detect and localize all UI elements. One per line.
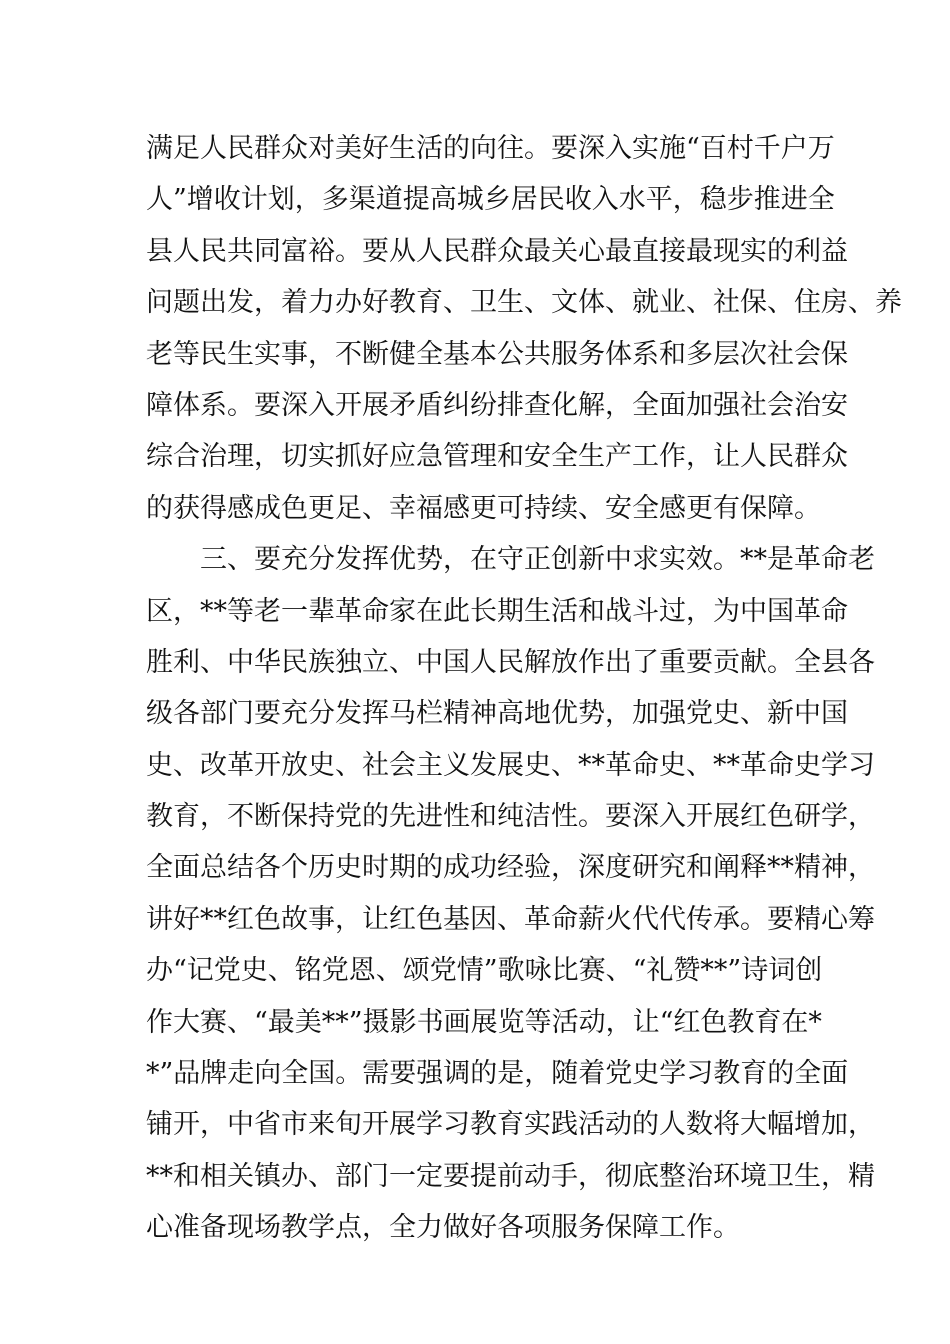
text-line: 教育，不断保持党的先进性和纯洁性。要深入开展红色研学， (146, 801, 875, 833)
text-line: 级各部门要充分发挥马栏精神高地优势，加强党史、新中国 (146, 698, 848, 730)
text-line: 心准备现场教学点，全力做好各项服务保障工作。 (146, 1212, 740, 1244)
text-line: 满足人民群众对美好生活的向往。要深入实施“百村千户万 (146, 133, 835, 164)
text-line: 史、改革开放史、社会主义发展史、**革命史、**革命史学习 (146, 749, 875, 781)
text-line: 胜利、中华民族独立、中国人民解放作出了重要贡献。全县各 (146, 646, 875, 678)
body-text (146, 123, 902, 1254)
text-line: 铺开，中省市来旬开展学习教育实践活动的人数将大幅增加， (146, 1109, 875, 1141)
text-line: 区，**等老一辈革命家在此长期生活和战斗过，为中国革命 (146, 595, 848, 627)
text-line: 人”增收计划，多渠道提高城乡居民收入水平，稳步推进全 (146, 184, 835, 216)
text-line: 老等民生实事，不断健全基本公共服务体系和多层次社会保 (146, 338, 848, 370)
text-line: **和相关镇办、部门一定要提前动手，彻底整治环境卫生，精 (146, 1160, 875, 1192)
text-line: 作大赛、“最美**”摄影书画展览等活动，让“红色教育在* (146, 1006, 822, 1038)
text-line: 办“记党史、铭党恩、颂党情”歌咏比赛、“礼赞**”诗词创 (146, 955, 823, 987)
text-line: 全面总结各个历史时期的成功经验，深度研究和阐释**精神， (146, 852, 875, 884)
text-line: 问题出发，着力办好教育、卫生、文体、就业、社保、住房、养 (146, 287, 902, 319)
text-line: 县人民共同富裕。要从人民群众最关心最直接最现实的利益 (146, 235, 848, 267)
text-line: 综合治理，切实抓好应急管理和安全生产工作，让人民群众 (146, 441, 848, 473)
text-line: 三、要充分发挥优势，在守正创新中求实效。**是革命老 (146, 544, 875, 576)
text-line: *”品牌走向全国。需要强调的是，随着党史学习教育的全面 (146, 1058, 849, 1090)
text-line: 讲好**红色故事，让红色基因、革命薪火代代传承。要精心筹 (146, 903, 875, 935)
text-line: 障体系。要深入开展矛盾纠纷排查化解，全面加强社会治安 (146, 389, 848, 421)
text-line: 的获得感成色更足、幸福感更可持续、安全感更有保障。 (146, 492, 821, 524)
